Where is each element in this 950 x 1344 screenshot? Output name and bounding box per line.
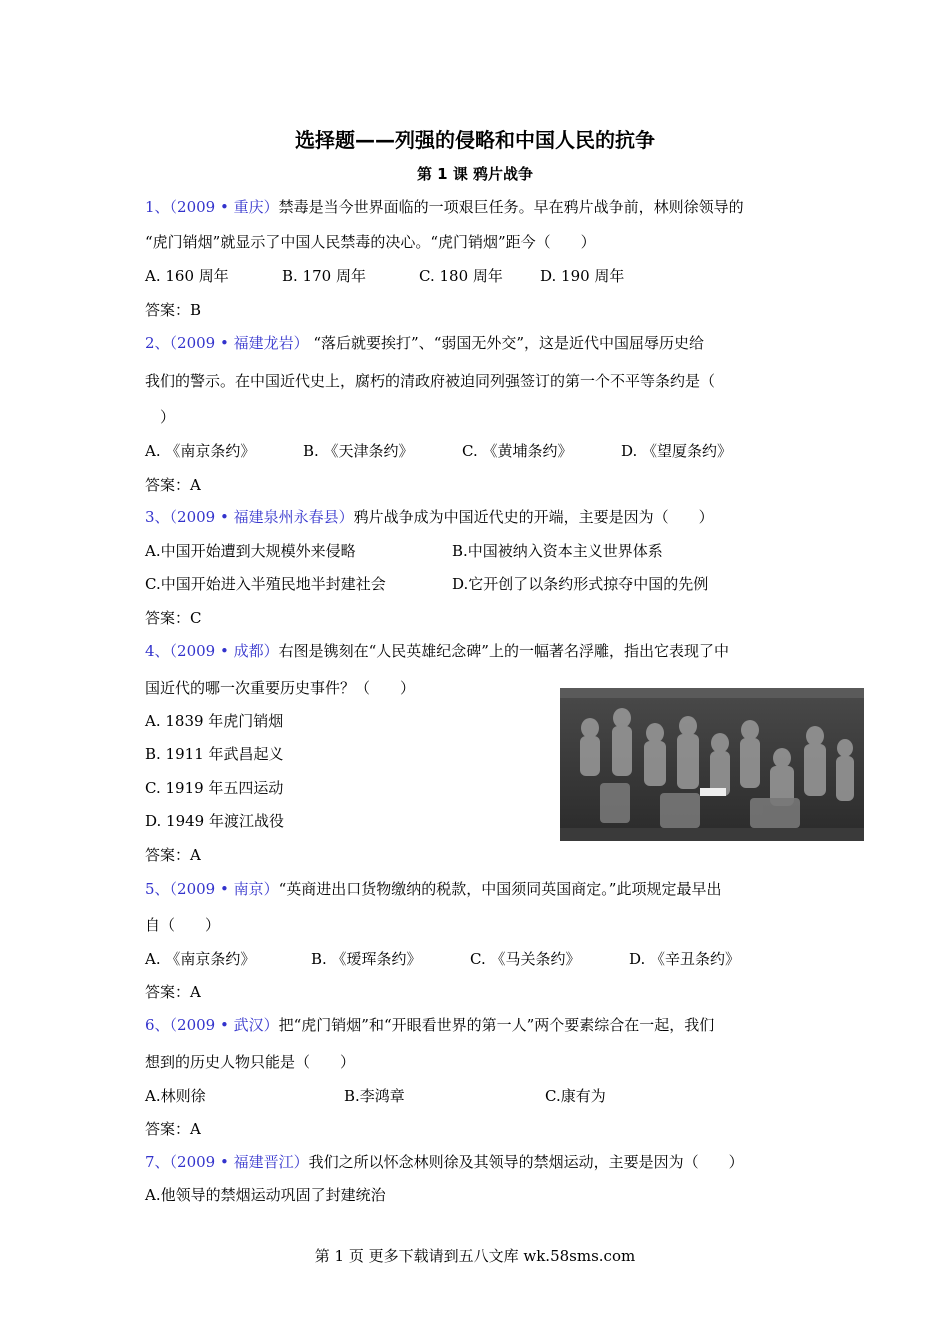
option-c: C. 180 周年 xyxy=(419,267,503,285)
option-b: B.李鸿章 xyxy=(344,1087,405,1105)
question-source: （2009 • 福建晋江） xyxy=(169,1153,309,1171)
question-text: 禁毒是当今世界面临的一项艰巨任务。早在鸦片战争前，林则徐领导的 xyxy=(278,198,744,216)
answer: 答案：A xyxy=(145,846,201,864)
option-a: A.他领导的禁烟运动巩固了封建统治 xyxy=(145,1186,386,1204)
option-d: D.它开创了以条约形式掠夺中国的先例 xyxy=(452,575,709,593)
question-text: “落后就要挨打”、“弱国无外交”，这是近代中国屈辱历史给 xyxy=(308,334,705,352)
option-a: A.中国开始遭到大规模外来侵略 xyxy=(145,542,356,560)
question-text-line: 自（ ） xyxy=(145,916,221,934)
document-title: 选择题——列强的侵略和中国人民的抗争 xyxy=(295,128,655,152)
option-a: A. 1839 年虎门销烟 xyxy=(145,712,284,730)
question-number: 3、 xyxy=(145,508,170,526)
question-source: （2009 • 重庆） xyxy=(169,198,279,216)
option-b: B. 《瑷珲条约》 xyxy=(311,950,422,968)
question-source: （2009 • 南京） xyxy=(169,880,279,898)
option-a: A. 《南京条约》 xyxy=(145,950,256,968)
question-text: “英商进出口货物缴纳的税款，中国须同英国商定。”此项规定最早出 xyxy=(278,880,722,898)
question-source: （2009 • 福建泉州永春县） xyxy=(169,508,354,526)
question-text-line: “虎门销烟”就显示了中国人民禁毒的决心。“虎门销烟”距今（ ） xyxy=(145,233,596,251)
relief-sculpture-image xyxy=(560,688,864,841)
question-number: 5、 xyxy=(145,880,170,898)
question-text: 鸦片战争成为中国近代史的开端，主要是因为（ ） xyxy=(353,508,714,526)
question-source: （2009 • 成都） xyxy=(169,642,279,660)
question-5 xyxy=(145,879,721,899)
question-text: 把“虎门销烟”和“开眼看世界的第一人”两个要素综合在一起，我们 xyxy=(278,1016,715,1034)
option-c: C. 《黄埔条约》 xyxy=(462,442,573,460)
option-c: C. 1919 年五四运动 xyxy=(145,779,284,797)
option-b: B. 《天津条约》 xyxy=(303,442,414,460)
question-source: （2009 • 福建龙岩） xyxy=(169,334,309,352)
answer: 答案：A xyxy=(145,1120,201,1138)
answer: 答案：A xyxy=(145,983,201,1001)
option-c: C.中国开始进入半殖民地半封建社会 xyxy=(145,575,386,593)
question-6 xyxy=(145,1015,714,1035)
question-number: 2、 xyxy=(145,334,170,352)
question-source: （2009 • 武汉） xyxy=(169,1016,279,1034)
question-7 xyxy=(145,1152,744,1172)
option-b: B. 170 周年 xyxy=(282,267,366,285)
option-c: C.康有为 xyxy=(545,1087,606,1105)
question-number: 4、 xyxy=(145,642,170,660)
answer: 答案：C xyxy=(145,609,202,627)
question-text: 右图是镌刻在“人民英雄纪念碑”上的一幅著名浮雕，指出它表现了中 xyxy=(278,642,729,660)
option-d: D. 《辛丑条约》 xyxy=(629,950,741,968)
option-b: B.中国被纳入资本主义世界体系 xyxy=(452,542,663,560)
question-text-line: 想到的历史人物只能是（ ） xyxy=(145,1053,356,1071)
option-d: D. 《望厦条约》 xyxy=(621,442,733,460)
option-d: D. 190 周年 xyxy=(540,267,625,285)
question-4 xyxy=(145,641,729,661)
question-text-line: 国近代的哪一次重要历史事件？（ ） xyxy=(145,679,416,697)
question-3 xyxy=(145,507,714,527)
option-b: B. 1911 年武昌起义 xyxy=(145,745,284,763)
answer: 答案：B xyxy=(145,301,202,319)
question-text-line: ） xyxy=(145,408,176,426)
question-number: 1、 xyxy=(145,198,170,216)
question-2 xyxy=(145,333,704,353)
question-text-line: 我们的警示。在中国近代史上，腐朽的清政府被迫同列强签订的第一个不平等条约是（ xyxy=(145,372,716,390)
option-a: A. 《南京条约》 xyxy=(145,442,256,460)
answer: 答案：A xyxy=(145,476,201,494)
question-1 xyxy=(145,197,744,217)
option-d: D. 1949 年渡江战役 xyxy=(145,812,284,830)
option-a: A. 160 周年 xyxy=(145,267,229,285)
option-c: C. 《马关条约》 xyxy=(470,950,581,968)
question-number: 7、 xyxy=(145,1153,170,1171)
question-number: 6、 xyxy=(145,1016,170,1034)
lesson-title: 第 1 课 鸦片战争 xyxy=(416,165,534,183)
page-footer: 第 1 页 更多下载请到五八文库 wk.58sms.com xyxy=(314,1247,636,1265)
question-text: 我们之所以怀念林则徐及其领导的禁烟运动，主要是因为（ ） xyxy=(308,1153,744,1171)
option-a: A.林则徐 xyxy=(145,1087,206,1105)
